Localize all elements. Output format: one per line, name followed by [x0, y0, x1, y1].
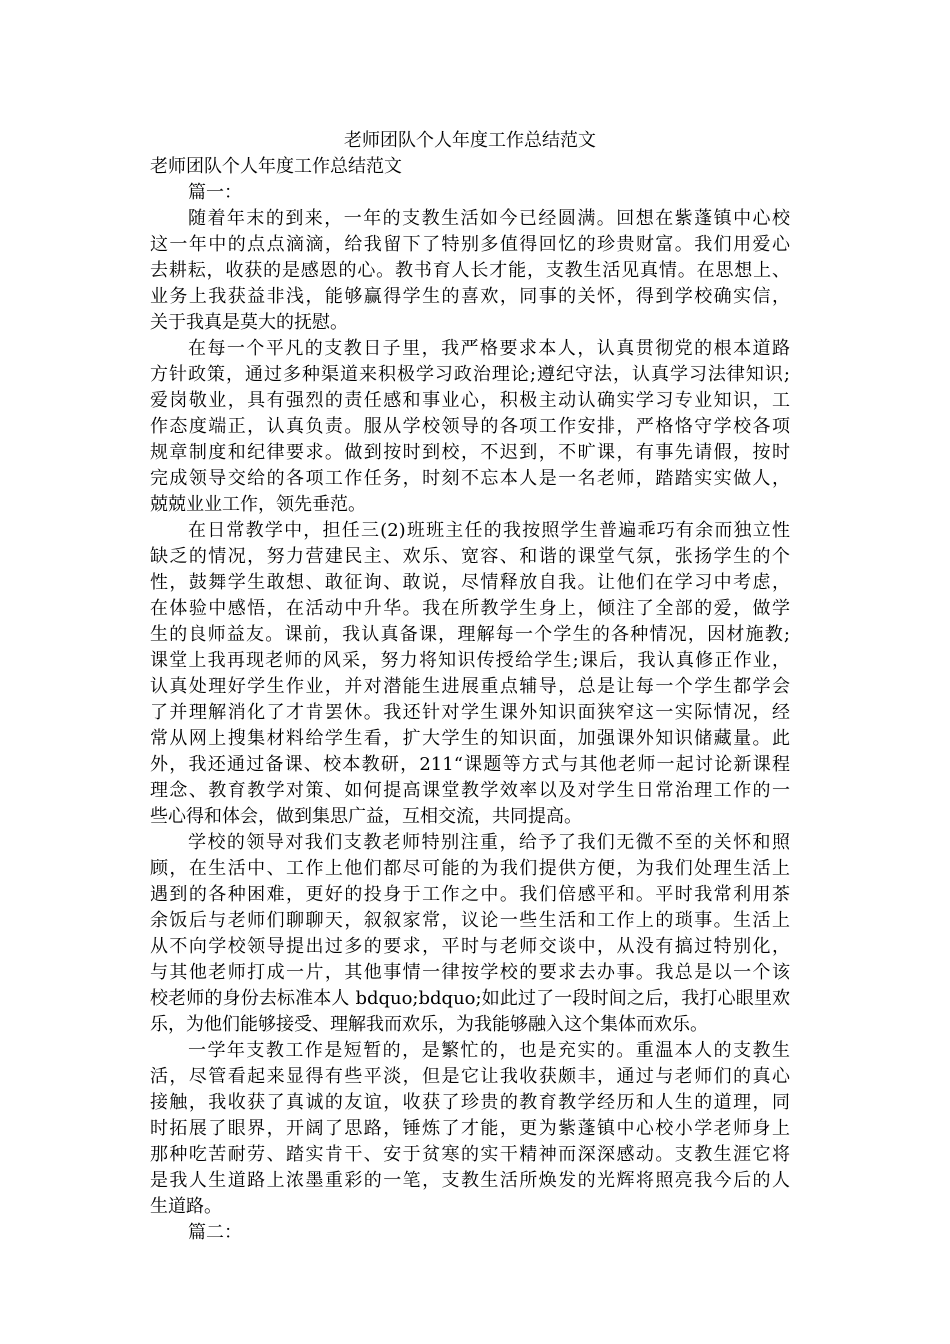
paragraph-line: 这一年中的点点滴滴，给我留下了特别多值得回忆的珍贵财富。我们用爱心 [150, 234, 790, 255]
paragraph-line: 认真处理好学生作业，并对潜能生进展重点辅导，总是让每一个学生都学会 [150, 676, 790, 697]
document-subtitle: 老师团队个人年度工作总结范文 [150, 156, 402, 177]
paragraph-line: 时拓展了眼界，开阔了思路，锤炼了才能，更为紫蓬镇中心校小学老师身上 [150, 1118, 790, 1139]
section-label-1: 篇一： [188, 182, 242, 203]
paragraph-line: 活，尽管看起来显得有些平淡，但是它让我收获颇丰，通过与老师们的真心 [150, 1066, 790, 1087]
paragraph-line: 完成领导交给的各项工作任务，时刻不忘本人是一名老师，踏踏实实做人， [150, 468, 790, 489]
paragraph-1 [150, 206, 790, 336]
paragraph-line: 关于我真是莫大的抚慰。 [150, 312, 348, 333]
paragraph-line: 校老师的身份去标准本人 bdquo;bdquo;如此过了一段时间之后，我打心眼里欢 [150, 988, 790, 1009]
paragraph-line: 业务上我获益非浅，能够赢得学生的喜欢，同事的关怀，得到学校确实信， [150, 286, 790, 307]
paragraph-line: 课堂上我再现老师的风采，努力将知识传授给学生;课后，我认真修正作业， [150, 650, 790, 671]
paragraph-3 [150, 518, 790, 830]
paragraph-line: 在体验中感悟，在活动中升华。我在所教学生身上，倾注了全部的爱，做学 [150, 598, 790, 619]
paragraph-line: 理念、教育教学对策、如何提高课堂教学效率以及对学生日常治理工作的一 [150, 780, 790, 801]
section-label-2: 篇二： [188, 1222, 242, 1243]
paragraph-line: 是我人生道路上浓墨重彩的一笔，支教生活所焕发的光辉将照亮我今后的人 [150, 1170, 790, 1191]
paragraph-line: 外，我还通过备课、校本教研，211“课题等方式与其他老师一起讨论新课程 [150, 754, 790, 775]
paragraph-2 [150, 336, 790, 518]
paragraph-line: 乐，为他们能够接受、理解我而欢乐，为我能够融入这个集体而欢乐。 [150, 1014, 708, 1035]
paragraph-line: 在日常教学中，担任三(2)班班主任的我按照学生普遍乖巧有余而独立性 [188, 520, 790, 541]
paragraph-line: 随着年末的到来，一年的支教生活如今已经圆满。回想在紫蓬镇中心校 [188, 208, 790, 229]
paragraph-line: 从不向学校领导提出过多的要求，平时与老师交谈中，从没有搞过特别化， [150, 936, 790, 957]
paragraph-line: 方针政策，通过多种渠道来积极学习政治理论;遵纪守法，认真学习法律知识; [150, 364, 790, 385]
paragraph-line: 性，鼓舞学生敢想、敢征询、敢说，尽情释放自我。让他们在学习中考虑， [150, 572, 790, 593]
paragraph-line: 生的良师益友。课前，我认真备课，理解每一个学生的各种情况，因材施教; [150, 624, 790, 645]
paragraph-line: 生道路。 [150, 1196, 222, 1217]
paragraph-line: 缺乏的情况，努力营建民主、欢乐、宽容、和谐的课堂气氛，张扬学生的个 [150, 546, 790, 567]
paragraph-line: 去耕耘，收获的是感恩的心。教书育人长才能，支教生活见真情。在思想上、 [150, 260, 790, 281]
paragraph-line: 与其他老师打成一片，其他事情一律按学校的要求去办事。我总是以一个该 [150, 962, 790, 983]
paragraph-line: 规章制度和纪律要求。做到按时到校，不迟到，不旷课，有事先请假，按时 [150, 442, 790, 463]
paragraph-line: 遇到的各种困难，更好的投身于工作之中。我们倍感平和。平时我常利用茶 [150, 884, 790, 905]
paragraph-line: 学校的领导对我们支教老师特别注重，给予了我们无微不至的关怀和照 [188, 832, 790, 853]
paragraph-line: 余饭后与老师们聊聊天，叙叙家常，议论一些生活和工作上的琐事。生活上 [150, 910, 790, 931]
document-title: 老师团队个人年度工作总结范文 [344, 130, 596, 151]
paragraph-line: 接触，我收获了真诚的友谊，收获了珍贵的教育教学经历和人生的道理，同 [150, 1092, 790, 1113]
paragraph-line: 兢兢业业工作，领先垂范。 [150, 494, 366, 515]
paragraph-line: 常从网上搜集材料给学生看，扩大学生的知识面，加强课外知识储藏量。此 [150, 728, 790, 749]
paragraph-line: 了并理解消化了才肯罢休。我还针对学生课外知识面狭窄这一实际情况，经 [150, 702, 790, 723]
paragraph-line: 爱岗敬业，具有强烈的责任感和事业心，积极主动认确实学习专业知识，工 [150, 390, 790, 411]
paragraph-line: 一学年支教工作是短暂的，是繁忙的，也是充实的。重温本人的支教生 [188, 1040, 790, 1061]
paragraph-line: 那种吃苦耐劳、踏实肯干、安于贫寒的实干精神而深深感动。支教生涯它将 [150, 1144, 790, 1165]
paragraph-line: 作态度端正，认真负责。服从学校领导的各项工作安排，严格恪守学校各项 [150, 416, 790, 437]
paragraph-5 [150, 1038, 790, 1220]
paragraph-line: 在每一个平凡的支教日子里，我严格要求本人，认真贯彻党的根本道路 [188, 338, 790, 359]
paragraph-line: 顾，在生活中、工作上他们都尽可能的为我们提供方便，为我们处理生活上 [150, 858, 790, 879]
paragraph-4 [150, 830, 790, 1038]
paragraph-line: 些心得和体会，做到集思广益，互相交流，共同提高。 [150, 806, 582, 827]
